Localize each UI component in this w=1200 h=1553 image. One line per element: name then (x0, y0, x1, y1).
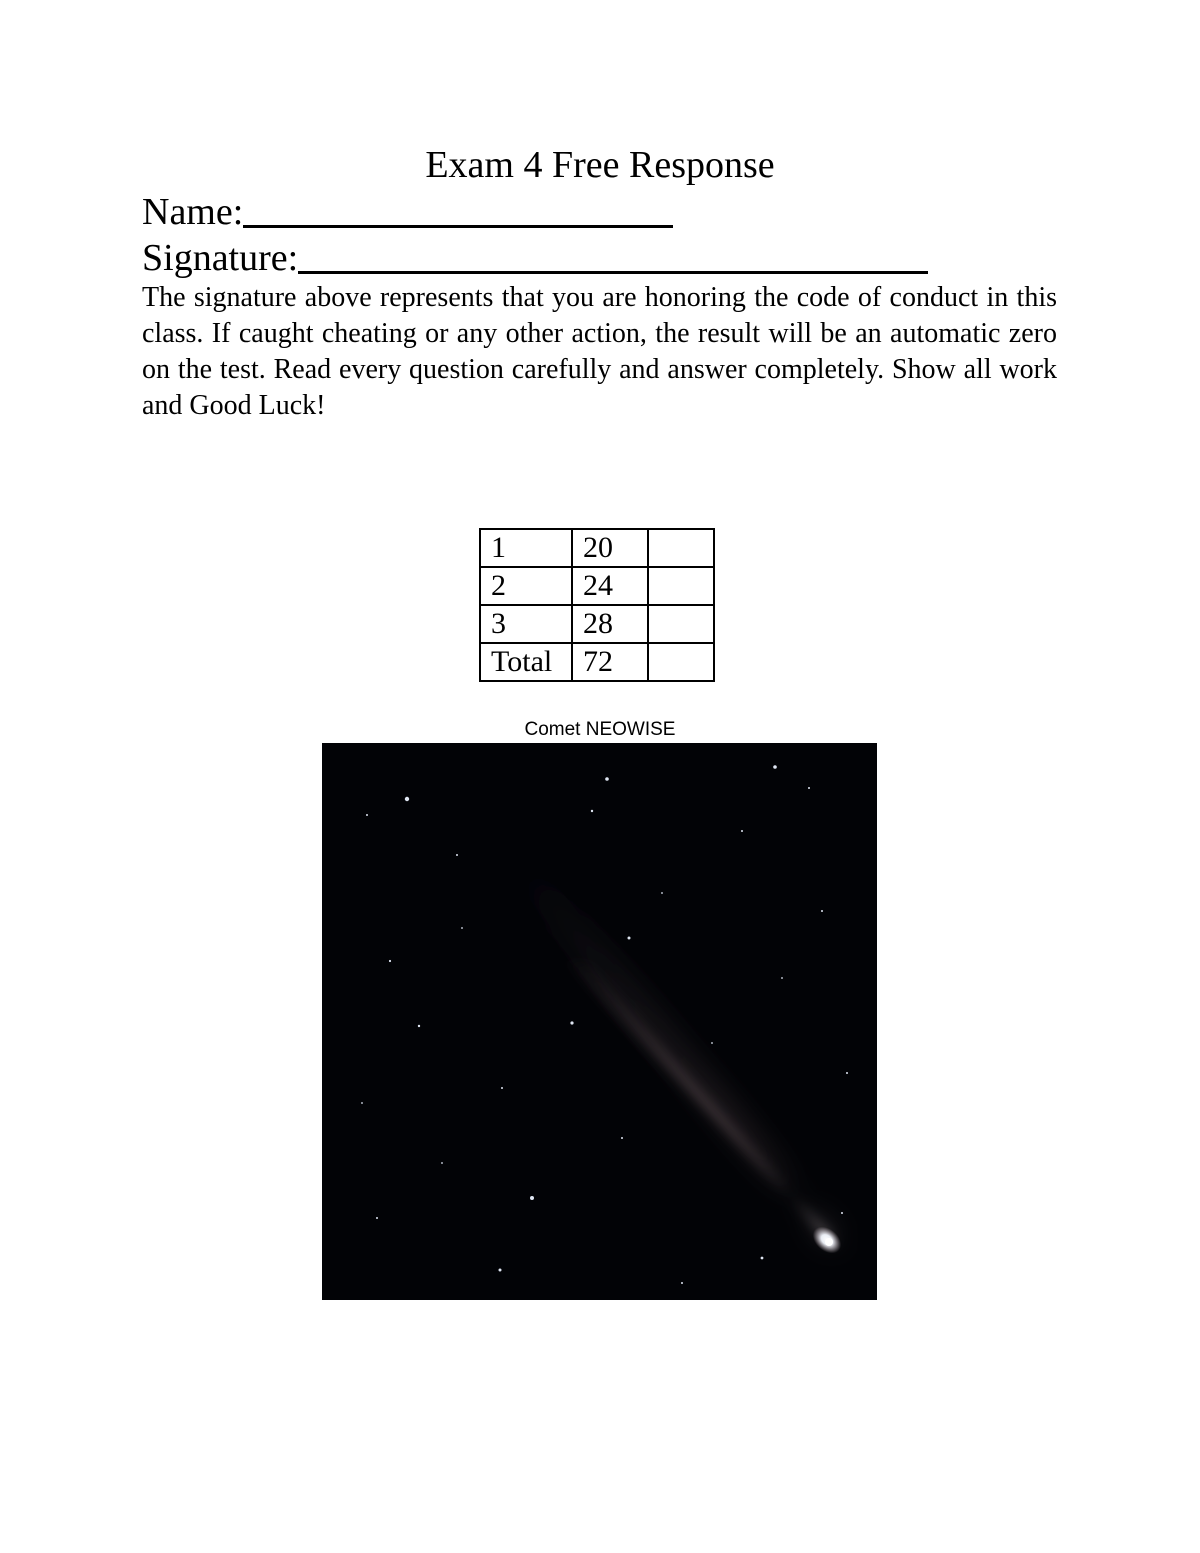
table-row (480, 567, 714, 605)
question-cell: 1 (480, 529, 572, 567)
question-cell: 3 (480, 605, 572, 643)
signature-field (142, 236, 928, 280)
name-label: Name: (142, 191, 244, 233)
question-cell: 2 (480, 567, 572, 605)
comet-illustration (322, 743, 877, 1300)
night-sky (322, 743, 877, 1300)
name-field (142, 190, 673, 234)
question-cell: Total (480, 643, 572, 681)
page-title: Exam 4 Free Response (425, 144, 775, 186)
score-cell (648, 529, 714, 567)
points-cell: 28 (572, 605, 648, 643)
points-cell: 72 (572, 643, 648, 681)
instructions-paragraph: The signature above represents that you are honoring the code of conduct in this class. If caught cheating or any other action, the result will be an automatic zero on the test. Read every question carefully and answer completely. Show all work and Good Luck! (142, 282, 1057, 421)
score-cell (648, 567, 714, 605)
table-row (480, 643, 714, 681)
points-cell: 20 (572, 529, 648, 567)
image-caption: Comet NEOWISE (524, 719, 676, 740)
signature-label: Signature: (142, 237, 299, 279)
comet-photo (322, 743, 877, 1300)
table-row (480, 529, 714, 567)
points-cell: 24 (572, 567, 648, 605)
signature-blank-line (298, 237, 928, 274)
comet-core (825, 1238, 833, 1246)
table-row (480, 605, 714, 643)
score-cell (648, 643, 714, 681)
score-cell (648, 605, 714, 643)
score-table (479, 528, 715, 682)
name-blank-line (243, 191, 673, 228)
